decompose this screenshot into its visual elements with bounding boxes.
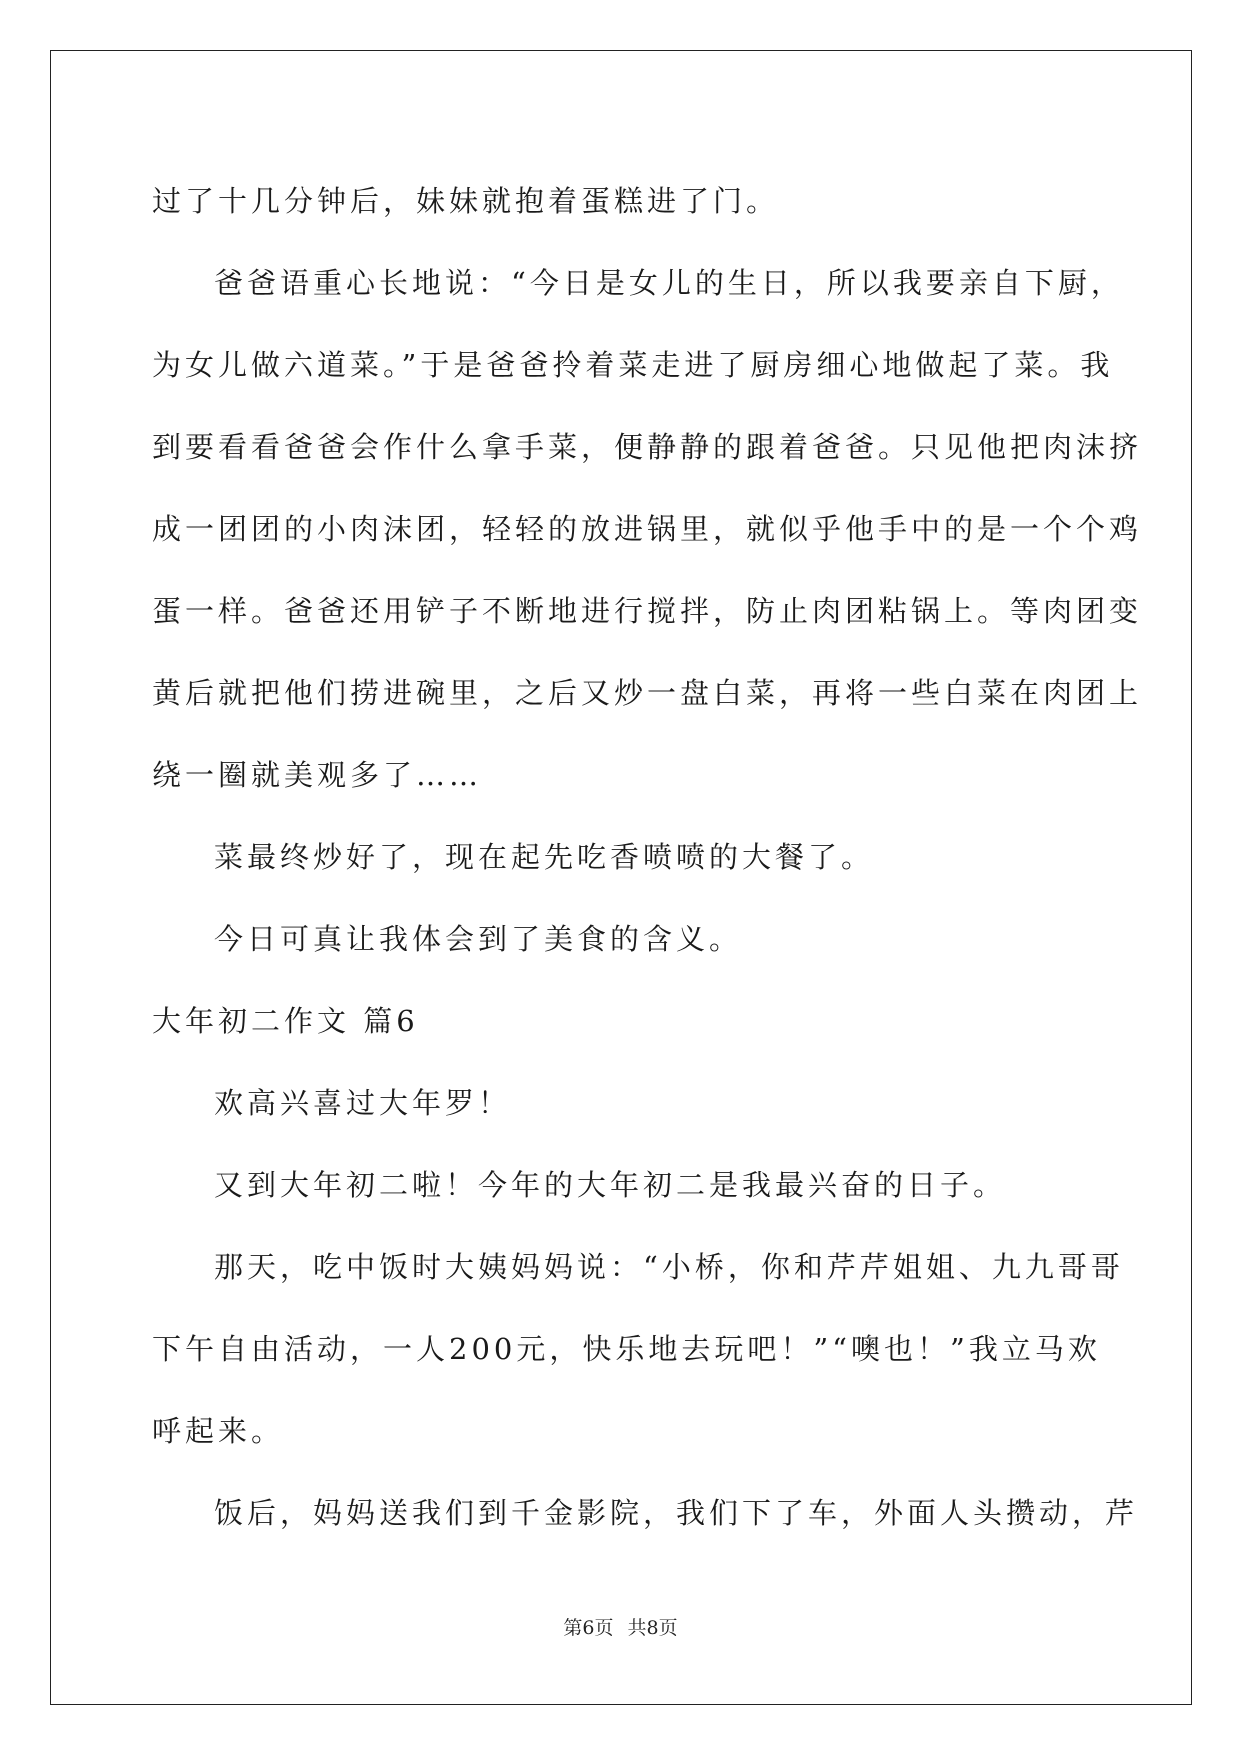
text-line-12: 欢高兴喜过大年罗！	[214, 1086, 512, 1120]
text-line-2: 爸爸语重心长地说：“今日是女儿的生日，所以我要亲自下厨，	[214, 266, 1124, 300]
page-footer	[0, 1613, 1241, 1640]
section-heading: 大年初二作文 篇6	[152, 1004, 419, 1038]
text-line-4: 到要看看爸爸会作什么拿手菜，便静静的跟着爸爸。只见他把肉沫挤	[152, 430, 1143, 464]
document-body	[152, 160, 1143, 1554]
text-line-8: 绕一圈就美观多了……	[152, 758, 483, 792]
page-total: 共8页	[627, 1617, 678, 1639]
text-line-14: 那天，吃中饭时大姨妈妈说：“小桥，你和芹芹姐姐、九九哥哥	[214, 1250, 1124, 1284]
text-line-15: 下午自由活动，一人200元，快乐地去玩吧！”“噢也！”我立马欢	[152, 1332, 1101, 1366]
text-line-6: 蛋一样。爸爸还用铲子不断地进行搅拌，防止肉团粘锅上。等肉团变	[152, 594, 1143, 628]
text-line-9: 菜最终炒好了，现在起先吃香喷喷的大餐了。	[214, 840, 875, 874]
page-number: 第6页	[563, 1617, 614, 1639]
text-line-5: 成一团团的小肉沫团，轻轻的放进锅里，就似乎他手中的是一个个鸡	[152, 512, 1143, 546]
text-line-3: 为女儿做六道菜。”于是爸爸拎着菜走进了厨房细心地做起了菜。我	[152, 348, 1114, 382]
text-line-17: 饭后，妈妈送我们到千金影院，我们下了车，外面人头攒动，芹	[214, 1496, 1139, 1530]
text-line-7: 黄后就把他们捞进碗里，之后又炒一盘白菜，再将一些白菜在肉团上	[152, 676, 1143, 710]
text-line-16: 呼起来。	[152, 1414, 285, 1448]
text-line-1: 过了十几分钟后，妹妹就抱着蛋糕进了门。	[152, 184, 780, 218]
text-line-10: 今日可真让我体会到了美食的含义。	[214, 922, 743, 956]
text-line-13: 又到大年初二啦！今年的大年初二是我最兴奋的日子。	[214, 1168, 1007, 1202]
